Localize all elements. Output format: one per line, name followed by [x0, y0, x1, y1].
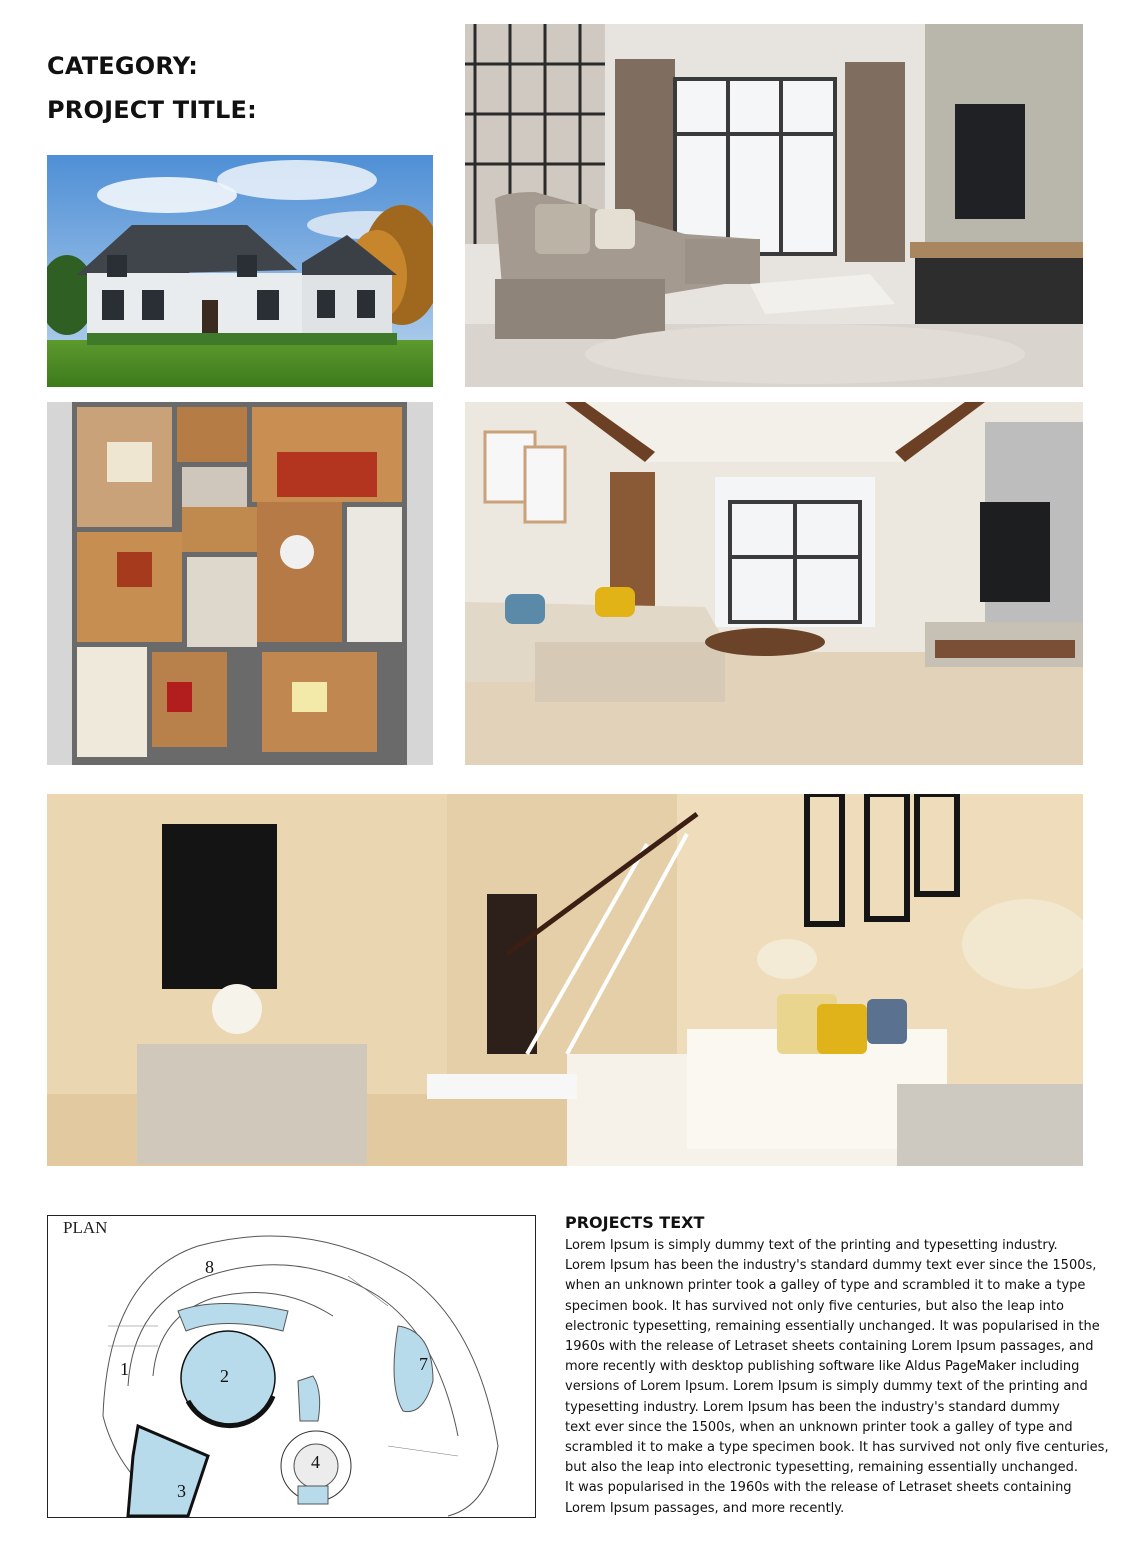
living-room-photo-1: [465, 24, 1083, 387]
floorplan-render: [47, 402, 433, 765]
projects-text-line: Lorem Ipsum passages, and more recently.: [565, 1500, 845, 1516]
plan-label: PLAN: [63, 1218, 108, 1237]
projects-text-line: when an unknown printer took a galley of type and scrambled it to make a type: [565, 1278, 1086, 1294]
plan-zone-4: 4: [311, 1452, 320, 1472]
projects-text-line: versions of Lorem Ipsum. Lorem Ipsum is simply dummy text of the printing and: [565, 1379, 1088, 1395]
plan-zone-8: 8: [205, 1257, 214, 1277]
projects-text-line: text ever since the 1500s, when an unknown printer took a galley of type and: [565, 1419, 1073, 1435]
plan-zone-1: 1: [120, 1359, 129, 1379]
projects-text-line: more recently with desktop publishing software like Aldus PageMaker including: [565, 1359, 1080, 1375]
category-label: CATEGORY:: [47, 52, 199, 80]
projects-text-line: Lorem Ipsum has been the industry's standard dummy text ever since the 1500s,: [565, 1258, 1097, 1274]
living-room-photo-2: [465, 402, 1083, 765]
living-room-staircase-photo: [47, 794, 1083, 1166]
projects-text-line: Lorem Ipsum is simply dummy text of the printing and typesetting industry.: [565, 1238, 1058, 1253]
project-title-label: PROJECT TITLE:: [47, 96, 257, 124]
projects-text-line: 1960s with the release of Letraset sheets containing Lorem Ipsum passages, and: [565, 1339, 1094, 1355]
plan-zone-2: 2: [220, 1366, 229, 1386]
plan-zone-3: 3: [177, 1481, 186, 1501]
projects-text-heading: PROJECTS TEXT: [565, 1213, 705, 1232]
projects-text-line: but also the leap into electronic typesetting, remaining essentially unchanged.: [565, 1460, 1078, 1476]
projects-text-line: scrambled it to make a type specimen book. It has survived not only five centuries,: [565, 1440, 1109, 1456]
site-plan-drawing: [47, 1215, 536, 1518]
projects-text-line: typesetting industry. Lorem Ipsum has been the industry's standard dummy: [565, 1399, 1060, 1415]
plan-zone-7: 7: [419, 1354, 428, 1374]
projects-text-body: [565, 1236, 1109, 1519]
house-exterior-photo: [47, 155, 433, 387]
projects-text-line: specimen book. It has survived not only five centuries, but also the leap into: [565, 1298, 1064, 1314]
projects-text-line: It was popularised in the 1960s with the release of Letraset sheets containing: [565, 1480, 1072, 1496]
projects-text-line: electronic typesetting, remaining essentially unchanged. It was popularised in the: [565, 1318, 1100, 1334]
